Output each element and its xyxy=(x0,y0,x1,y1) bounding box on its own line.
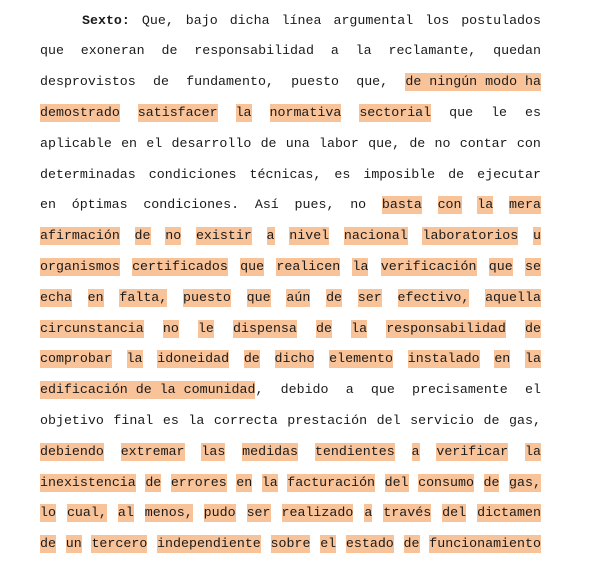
word: Así xyxy=(254,197,279,213)
word: debido xyxy=(280,382,329,398)
word: que xyxy=(370,382,395,398)
highlighted-word: no xyxy=(162,320,179,336)
word: postulados xyxy=(461,12,541,28)
paragraph-line xyxy=(40,529,541,560)
paragraph-line xyxy=(40,344,541,375)
highlighted-word: del xyxy=(384,474,409,490)
word: puesto xyxy=(291,74,340,90)
paragraph-line xyxy=(40,467,541,498)
word: es xyxy=(525,104,541,120)
highlighted-word: menos, xyxy=(144,505,193,521)
highlighted-word: afirmación xyxy=(40,228,120,244)
highlighted-word: de ningún modo ha xyxy=(405,74,541,90)
highlighted-word: edificación de la comunidad xyxy=(40,382,256,398)
highlighted-word: satisfacer xyxy=(137,104,218,120)
word: la xyxy=(188,412,205,428)
highlighted-word: extremar xyxy=(120,443,185,459)
word: óptimas xyxy=(71,197,128,213)
highlighted-word: se xyxy=(525,258,541,274)
word: de xyxy=(483,412,500,428)
highlighted-word: dicho xyxy=(274,351,315,367)
word: es xyxy=(334,166,351,182)
word: el xyxy=(146,135,163,151)
highlighted-word: sectorial xyxy=(359,104,432,120)
word: desarrollo xyxy=(171,135,252,151)
highlighted-word: nacional xyxy=(343,228,408,244)
highlighted-word: verificar xyxy=(436,443,509,459)
word: servicio xyxy=(410,412,474,428)
highlighted-word: certificados xyxy=(132,258,228,274)
highlighted-word: de xyxy=(316,320,332,336)
word: con xyxy=(516,135,541,151)
highlighted-word: ser xyxy=(357,289,382,305)
paragraph-line xyxy=(40,221,541,252)
word: correcta xyxy=(213,412,278,428)
highlighted-word: en xyxy=(236,474,253,490)
word: objetivo xyxy=(40,412,104,428)
highlighted-word: estado xyxy=(345,536,394,552)
word: quedan xyxy=(493,43,541,59)
highlighted-word: lo xyxy=(40,505,56,521)
word: labor xyxy=(318,135,359,151)
highlighted-word: debiendo xyxy=(40,443,104,459)
highlighted-word: instalado xyxy=(407,351,480,367)
word: una xyxy=(285,135,310,151)
highlighted-word: de xyxy=(134,228,151,244)
highlighted-word: idoneidad xyxy=(157,351,230,367)
word: de xyxy=(152,74,169,90)
highlighted-word: dispensa xyxy=(233,320,297,336)
highlighted-word: medidas xyxy=(242,443,299,459)
word: a xyxy=(330,43,339,59)
word: de xyxy=(161,43,178,59)
paragraph-line xyxy=(40,405,541,436)
word: los xyxy=(425,12,450,28)
highlighted-word: la xyxy=(126,351,143,367)
highlighted-word: de xyxy=(40,536,56,552)
word: fundamento, xyxy=(186,74,274,90)
highlighted-word: a xyxy=(411,443,420,459)
highlighted-word: u xyxy=(532,228,541,244)
highlighted-word: la xyxy=(351,320,368,336)
highlighted-word: normativa xyxy=(269,104,342,120)
highlighted-word: tendientes xyxy=(314,443,395,459)
word-group xyxy=(40,381,263,399)
word: condiciones. xyxy=(143,197,240,213)
paragraph-line xyxy=(40,67,541,98)
highlighted-word: consumo xyxy=(418,474,474,490)
word: reclamante, xyxy=(388,43,477,59)
word: el xyxy=(524,382,541,398)
highlighted-word: la xyxy=(261,474,278,490)
word: de xyxy=(409,135,426,151)
highlighted-word: mera xyxy=(509,197,541,213)
paragraph-line xyxy=(40,251,541,282)
highlighted-word: las xyxy=(201,443,226,459)
word: no xyxy=(434,135,451,151)
highlighted-word: pudo xyxy=(203,505,236,521)
word: determinadas xyxy=(40,166,136,182)
paragraph-line xyxy=(82,5,541,36)
highlighted-word: la xyxy=(525,443,541,459)
word: bajo xyxy=(185,12,218,28)
highlighted-word: ser xyxy=(246,505,271,521)
highlighted-word: que xyxy=(240,258,265,274)
highlighted-word: verificación xyxy=(380,258,477,274)
highlighted-word: no xyxy=(165,228,182,244)
highlighted-word: existir xyxy=(195,228,252,244)
word: gas, xyxy=(509,412,541,428)
paragraph-line xyxy=(40,436,541,467)
highlighted-word: la xyxy=(525,351,541,367)
highlighted-word: a xyxy=(266,228,275,244)
highlighted-word: de xyxy=(525,320,541,336)
word: en xyxy=(40,197,56,213)
word: argumental xyxy=(333,12,414,28)
highlighted-word: un xyxy=(65,536,82,552)
word: la xyxy=(355,43,372,59)
paragraph-line xyxy=(40,375,541,406)
highlighted-word: cual, xyxy=(66,505,107,521)
word: ejecutar xyxy=(477,166,541,182)
highlighted-word: la xyxy=(235,104,252,120)
highlighted-word: laboratorios xyxy=(422,228,519,244)
highlighted-word: nivel xyxy=(289,228,330,244)
highlighted-word: que xyxy=(246,289,271,305)
paragraph-line xyxy=(40,282,541,313)
highlighted-word: independiente xyxy=(157,536,261,552)
highlighted-word: en xyxy=(494,351,511,367)
highlighted-word: el xyxy=(320,536,337,552)
highlighted-word: responsabilidad xyxy=(386,320,506,336)
highlighted-word: puesto xyxy=(183,289,231,305)
word: contar xyxy=(459,135,508,151)
word: aplicable xyxy=(40,135,112,151)
word: de xyxy=(260,135,277,151)
highlighted-word: gas, xyxy=(509,474,541,490)
highlighted-word: a xyxy=(364,505,373,521)
highlighted-word: aquella xyxy=(485,289,541,305)
highlighted-word: aún xyxy=(286,289,311,305)
word: que xyxy=(449,104,474,120)
highlighted-word: demostrado xyxy=(40,104,120,120)
highlighted-word: elemento xyxy=(329,351,394,367)
highlighted-word: sobre xyxy=(270,536,311,552)
word: línea xyxy=(281,12,322,28)
word: técnicas, xyxy=(249,166,322,182)
word: que xyxy=(40,43,64,59)
highlighted-word: efectivo, xyxy=(397,289,470,305)
word: condiciones xyxy=(148,166,237,182)
paragraph-line xyxy=(40,159,541,190)
highlighted-word: de xyxy=(145,474,162,490)
highlighted-word: realizado xyxy=(281,505,354,521)
highlighted-word: con xyxy=(437,197,462,213)
highlighted-word: inexistencia xyxy=(40,474,136,490)
highlighted-word: echa xyxy=(40,289,72,305)
word: final xyxy=(113,412,154,428)
word: que, xyxy=(368,135,401,151)
paragraph-line xyxy=(40,313,541,344)
word: exoneran xyxy=(80,43,145,59)
highlighted-word: al xyxy=(117,505,134,521)
section-heading: Sexto: xyxy=(82,12,130,28)
highlighted-word: de xyxy=(326,289,343,305)
word: pues, xyxy=(294,197,335,213)
highlighted-word: facturación xyxy=(287,474,376,490)
highlighted-word: basta xyxy=(381,197,422,213)
highlighted-word: de xyxy=(403,536,420,552)
highlighted-word: la xyxy=(477,197,494,213)
highlighted-word: tercero xyxy=(91,536,148,552)
highlighted-word: funcionamiento xyxy=(429,536,541,552)
word: es xyxy=(162,412,179,428)
highlighted-word: errores xyxy=(170,474,227,490)
word: Que, xyxy=(141,12,174,28)
highlighted-word: de xyxy=(243,351,260,367)
word: imposible xyxy=(363,166,436,182)
paragraph-line xyxy=(40,498,541,529)
word: en xyxy=(121,135,138,151)
word: responsabilidad xyxy=(194,43,314,59)
highlighted-word: falta, xyxy=(119,289,168,305)
paragraph-line xyxy=(40,190,541,221)
highlighted-word: través xyxy=(383,505,432,521)
highlighted-word: en xyxy=(87,289,104,305)
word: , xyxy=(255,382,264,398)
word: de xyxy=(448,166,465,182)
highlighted-word: le xyxy=(197,320,214,336)
highlighted-word: de xyxy=(483,474,500,490)
highlighted-word: organismos xyxy=(40,258,120,274)
word: no xyxy=(350,197,367,213)
highlighted-word: circunstancia xyxy=(40,320,144,336)
highlighted-word: del xyxy=(442,505,467,521)
word: dicha xyxy=(229,12,270,28)
highlighted-word: dictamen xyxy=(477,505,541,521)
highlighted-word: realicen xyxy=(276,258,341,274)
word: desprovistos xyxy=(40,74,136,90)
paragraph-line xyxy=(40,36,541,67)
word: prestación xyxy=(287,412,368,428)
highlighted-word: la xyxy=(352,258,369,274)
word: del xyxy=(376,412,401,428)
paragraph-line xyxy=(40,97,541,128)
word: a xyxy=(345,382,354,398)
paragraph-line xyxy=(40,128,541,159)
word: le xyxy=(491,104,508,120)
highlighted-word: que xyxy=(488,258,513,274)
word: que, xyxy=(356,74,389,90)
word: precisamente xyxy=(412,382,508,398)
highlighted-word: comprobar xyxy=(40,351,112,367)
